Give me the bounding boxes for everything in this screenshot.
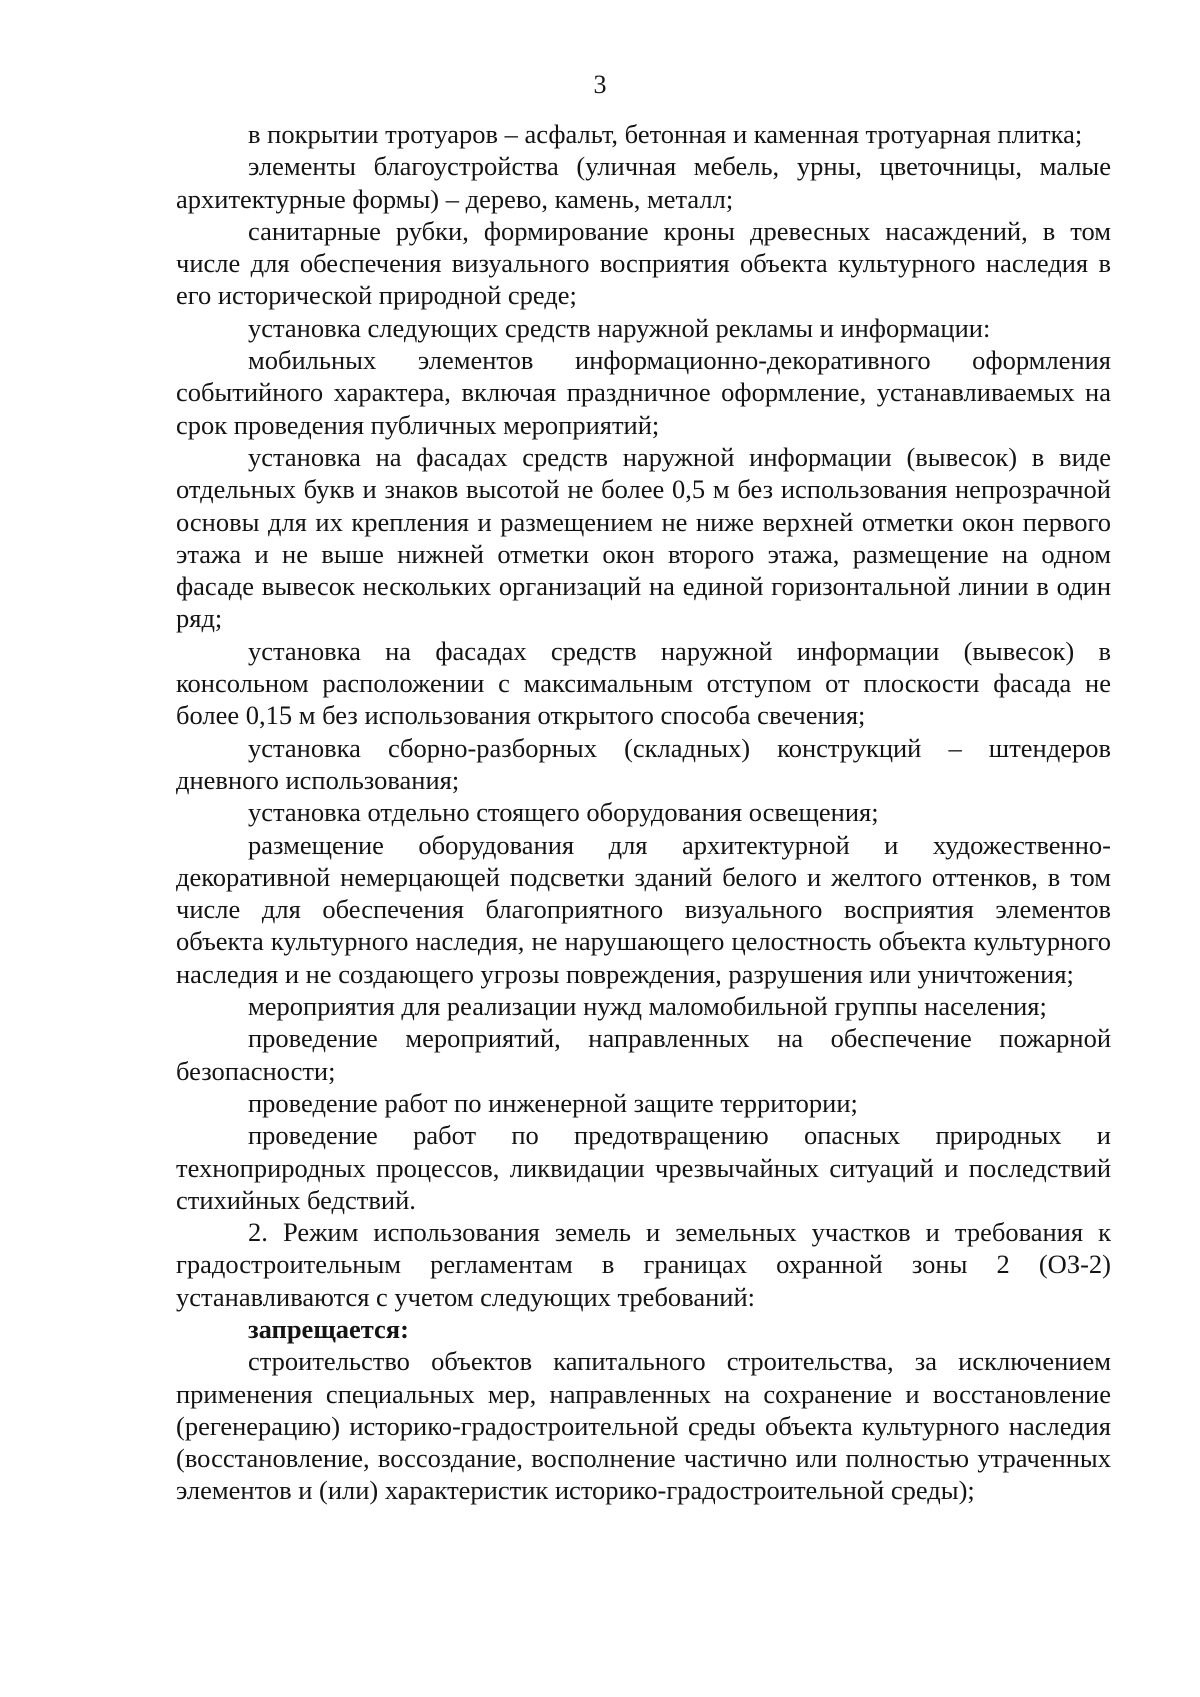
paragraph-mobile-decorative-elements: мобильных элементов информационно-декоративного оформления событийного характера, включая праздничное оформление, устанавливаемых на срок проведения публичных мероприятий;: [176, 345, 1111, 440]
paragraph-folding-structures: установка сборно-разборных (складных) конструкций – штендеров дневного использования;: [176, 732, 1111, 795]
paragraph-low-mobility-needs: мероприятия для реализации нужд маломобильной группы населения;: [248, 991, 1047, 1022]
paragraph-sidewalk-paving: в покрытии тротуаров – асфальт, бетонная и каменная тротуарная плитка;: [248, 119, 1083, 149]
paragraph-architectural-lighting: размещение оборудования для архитектурной и художественно-декоративной немерцающей подсветки зданий белого и желтого оттенков, в том числе для обеспечения благоприятного визуального восприятия элементов объекта культурного наследия, не нарушающего целостность объекта культурного наследия и не создающего угрозы повреждения, разрушения или уничтожения;: [176, 829, 1111, 989]
paragraph-fire-safety: проведение мероприятий, направленных на обеспечение пожарной безопасности;: [176, 1023, 1111, 1086]
paragraph-land-use-regime: 2. Режим использования земель и земельных участков и требования к градостроительным регламентам в границах охранной зоны 2 (ОЗ-2) устанавливаются с учетом следующих требований:: [176, 1217, 1111, 1312]
page-number: 3: [593, 70, 607, 99]
paragraph-facade-signs-console: установка на фасадах средств наружной информации (вывесок) в консольном расположении с максимальным отступом от плоскости фасада не более 0,15 м без использования открытого способа свечения;: [176, 635, 1111, 731]
paragraph-facade-signs-letters: установка на фасадах средств наружной информации (вывесок) в виде отдельных букв и знаков высотой не более 0,5 м без использования непрозрачной основы для их крепления и размещением не ниже верхней отметки окон первого этажа и не выше нижней отметки окон второго этажа, размещение на одном фасаде вывесок нескольких организаций на единой горизонтальной линии в один ряд;: [176, 441, 1111, 634]
paragraph-engineering-protection: проведение работ по инженерной защите территории;: [248, 1087, 858, 1118]
paragraph-capital-construction: строительство объектов капитального строительства, за исключением применения специальных мер, направленных на сохранение и восстановление (регенерацию) историко-градостроительной среды объекта культурного наследия (восстановление, воссоздание, восполнение частично или полностью утраченных элементов и (или) характеристик историко-градостроительной среды);: [176, 1346, 1111, 1506]
paragraph-hazard-prevention: проведение работ по предотвращению опасных природных и техноприродных процессов, ликвидации чрезвычайных ситуаций и последствий стихийных бедствий.: [176, 1120, 1111, 1215]
paragraph-advertising-installation: установка следующих средств наружной рекламы и информации:: [248, 312, 991, 343]
paragraph-landscaping-elements: элементы благоустройства (уличная мебель, урны, цветочницы, малые архитектурные формы) – дерево, камень, металл;: [176, 151, 1111, 214]
document-body: [176, 118, 1111, 1507]
paragraph-lighting-equipment: установка отдельно стоящего оборудования освещения;: [248, 797, 879, 828]
paragraph-sanitary-felling: санитарные рубки, формирование кроны древесных насаждений, в том числе для обеспечения визуального восприятия объекта культурного наследия в его исторической природной среде;: [176, 215, 1111, 311]
heading-prohibited: запрещается:: [248, 1313, 409, 1344]
